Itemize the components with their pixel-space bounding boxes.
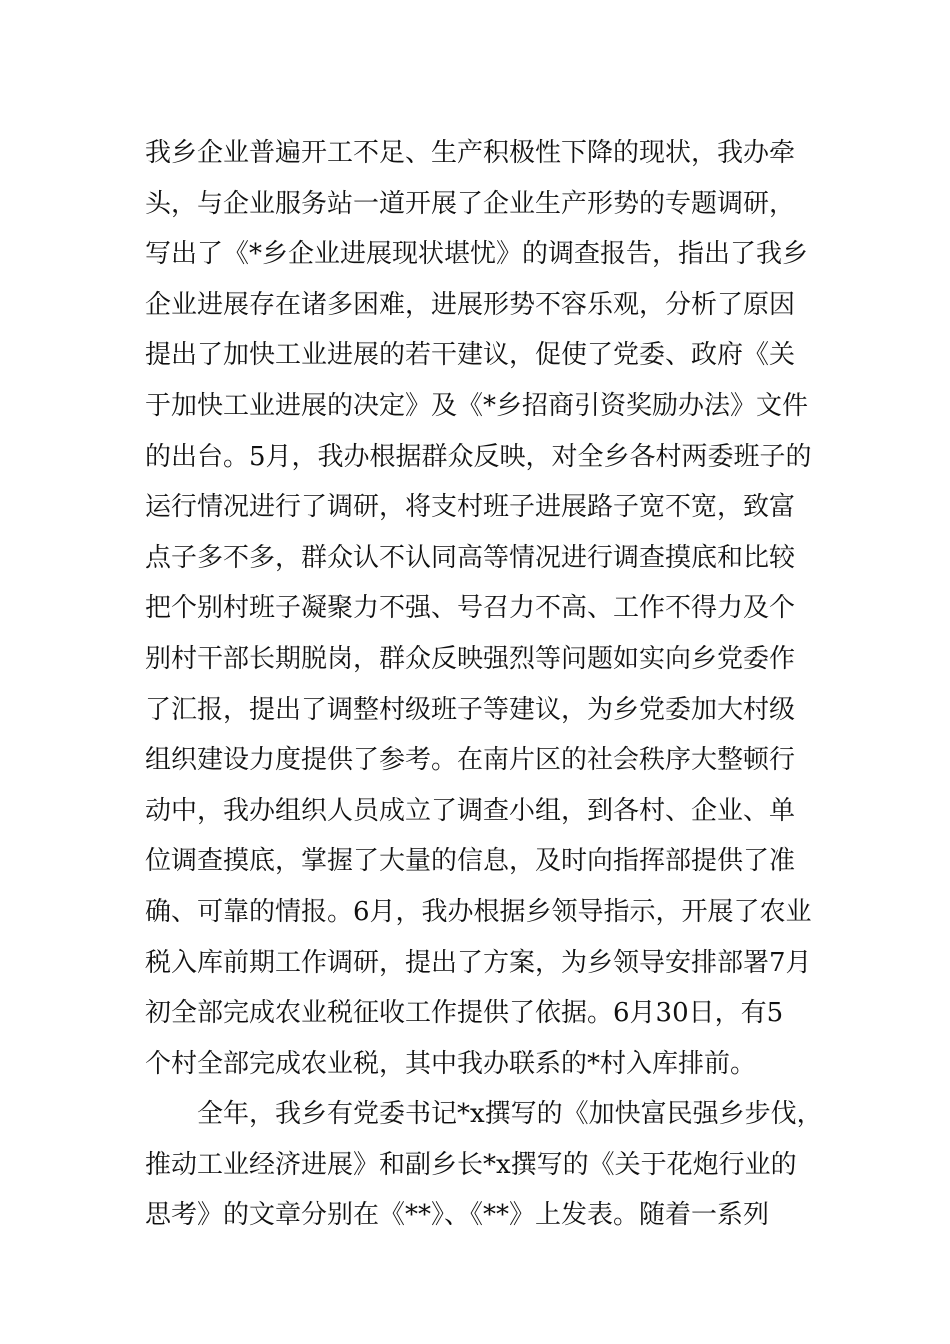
text-line: 写出了《*乡企业进展现状堪忧》的调查报告，指出了我乡 [145, 239, 809, 270]
text-line: 位调查摸底，掌握了大量的信息，及时向指挥部提供了准 [145, 846, 796, 877]
text-line: 个村全部完成农业税，其中我办联系的*村入库排前。 [145, 1048, 757, 1079]
text-line: 我乡企业普遍开工不足、生产积极性下降的现状，我办牵 [145, 138, 796, 168]
text-line: 头，与企业服务站一道开展了企业生产形势的专题调研， [145, 188, 796, 219]
text-line: 别村干部长期脱岗，群众反映强烈等问题如实向乡党委作 [145, 643, 796, 674]
text-line: 于加快工业进展的决定》及《*乡招商引资奖励办法》文件 [145, 390, 809, 421]
text-line: 了汇报，提出了调整村级班子等建议，为乡党委加大村级 [145, 694, 796, 725]
text-line: 初全部完成农业税征收工作提供了依据。6月30日，有5 [145, 998, 784, 1029]
text-line: 动中，我办组织人员成立了调查小组，到各村、企业、单 [145, 795, 796, 826]
text-line: 推动工业经济进展》和副乡长*x撰写的《关于花炮行业的 [145, 1149, 797, 1180]
text-line: 企业进展存在诸多困难，进展形势不容乐观，分析了原因 [145, 289, 796, 320]
text-line: 运行情况进行了调研，将支村班子进展路子宽不宽，致富 [145, 492, 796, 523]
text-line: 提出了加快工业进展的若干建议，促使了党委、政府《关 [145, 340, 796, 371]
text-line: 把个别村班子凝聚力不强、号召力不高、工作不得力及个 [145, 593, 796, 624]
text-line: 税入库前期工作调研，提出了方案，为乡领导安排部署7月 [145, 947, 812, 978]
text-line: 的出台。5月，我办根据群众反映，对全乡各村两委班子的 [145, 441, 812, 472]
text-line: 思考》的文章分别在《**》、《**》上发表。随着一系列 [145, 1200, 770, 1231]
text-line: 组织建设力度提供了参考。在南片区的社会秩序大整顿行 [145, 745, 796, 776]
paragraph-start-line: 全年，我乡有党委书记*x撰写的《加快富民强乡步伐， [197, 1099, 823, 1130]
text-line: 点子多不多，群众认不认同高等情况进行调查摸底和比较 [145, 542, 796, 573]
text-line: 确、可靠的情报。6月，我办根据乡领导指示，开展了农业 [145, 896, 812, 927]
body-text [145, 128, 845, 1241]
